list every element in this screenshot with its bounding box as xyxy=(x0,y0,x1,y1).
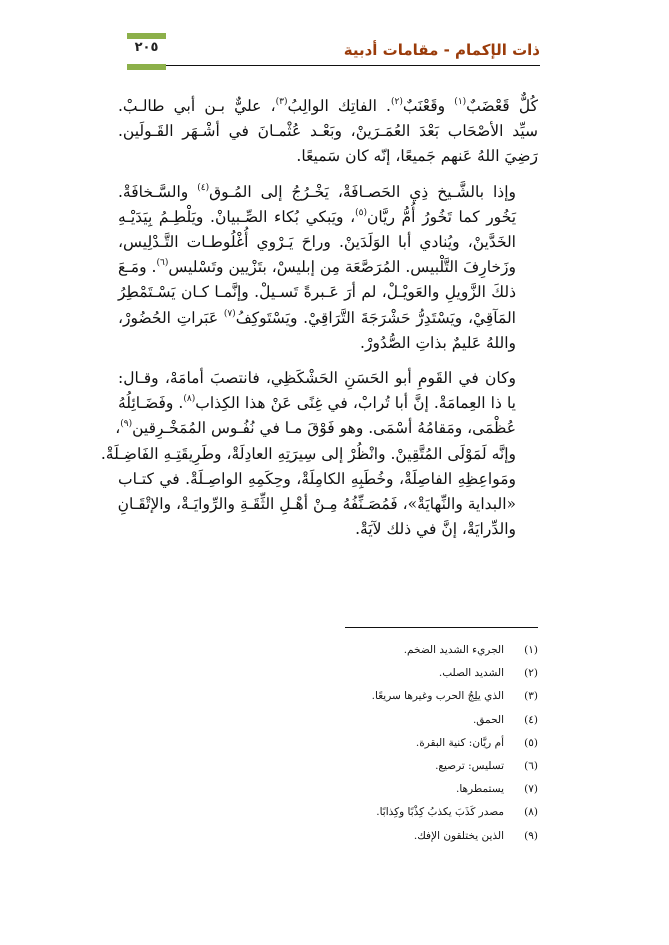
text-run: سيِّد الأصْحَاب بَعْدَ العُمَـرَينْ، وبَعْـد عُثْمـانَ في أشْـهَر القَـولَين. xyxy=(118,122,538,141)
footnote-text: الشديد الصلب. xyxy=(438,667,504,680)
footnote-number: (٥) xyxy=(524,736,538,749)
text-run: . ومَـعَ xyxy=(118,258,157,277)
text-run: يَخُور كما تَخُورُ أُمُّ ريَّان xyxy=(367,207,517,226)
text-run: كُلٌّ قَعْضَبٌ xyxy=(466,97,538,115)
text-run: يا ذا العِمامَةْ. إنَّ أبا تُرابْ، في غِنًى عَنْ هذا الكِذاب xyxy=(195,394,516,413)
text-run: . وفَضَـائِلُهُ xyxy=(118,394,184,413)
paragraph xyxy=(118,94,538,170)
footnote-text: الذي يلِجُ الحرب وغيرها سريعًا. xyxy=(371,690,504,703)
text-line xyxy=(100,442,538,467)
footnote-text: مصدر كَذَبَ يكذبُ كِذْبًا وكِذابًا. xyxy=(376,806,504,819)
text-line xyxy=(118,306,538,331)
text-run: الخَدَّينْ، ويُنادي أبا الوَلَدَينْ. وراحَ يَـرْوي أُغْلُوطـات التَّـدْلِيس، xyxy=(118,233,516,252)
running-title: ذات الإكمام - مقامات أدبية xyxy=(343,41,540,59)
text-line xyxy=(118,94,538,119)
footnote-marker[interactable]: (٩) xyxy=(120,419,133,430)
footnote-text: أم ريَّان: كنية البقرة. xyxy=(415,736,504,749)
text-run: رَضِيَ اللهُ عَنهم جَميعًا، إنّه كان سَميعًا. xyxy=(296,147,538,166)
footnote-marker[interactable]: (٥) xyxy=(355,207,368,218)
text-line xyxy=(118,205,538,230)
footnote-separator xyxy=(345,627,538,628)
text-run: «البداية والنِّهايَةْ»، فَمُصَـنِّفُهُ مِـنْ أهْـلِ الثِّقَـةِ والرِّوايَـةْ، والإتْقَـانِ xyxy=(117,495,516,514)
text-run: . الفاتِك الوالِبُ xyxy=(287,97,391,115)
text-line xyxy=(118,180,538,205)
text-run: وزَخارِفَ التَّلْبيس. المُرَصَّعَة مِن إبليسْ، بتَزْيين وتَسْليس xyxy=(168,258,516,277)
text-line xyxy=(118,255,538,280)
header-accent-bar-top xyxy=(127,33,166,39)
text-line xyxy=(118,144,538,169)
text-run: ، ويَبكي بُكاء الصِّـبيانْ. ويَلْطِـمُ بِيَدَيْـهِ xyxy=(118,207,356,226)
text-line xyxy=(118,119,538,144)
text-line xyxy=(118,492,538,517)
text-line xyxy=(118,467,538,492)
footnote-item xyxy=(298,778,538,801)
footnote-text: تسليس: ترصيع. xyxy=(435,760,504,773)
header-accent-bar-bottom xyxy=(127,64,166,70)
text-run: المَآقِيْ، ويَسْتَدِرُّ حَشْرَجَةَ التَّرَاقِيْ. ويَسْتَوكِفُ xyxy=(235,308,516,327)
text-run: وإنَّه لَمَوْلَى المُتَّقِينْ. وانْظُرْ إلى سِيرَتِهِ العادِلَةْ، وطَرِيقَتِـهِ الفَاضِـلَةْ. xyxy=(100,444,516,463)
footnote-number: (٨) xyxy=(524,806,538,819)
paragraph xyxy=(118,180,538,356)
text-run: والدِّرايَةْ، إنَّ في ذلك لآيَةْ. xyxy=(355,520,516,539)
footnote-marker[interactable]: (٢) xyxy=(390,97,403,107)
footnote-number: (٢) xyxy=(524,667,538,680)
paragraph xyxy=(100,366,538,542)
footnote-item xyxy=(298,639,538,662)
text-run: ومَواعِظِهِ الفاصِلَةْ، وخُطَبِهِ الكامِلَةْ، وحِكَمِهِ الواصِـلَةْ. في كتـاب xyxy=(118,469,516,488)
footnote-marker[interactable]: (٣) xyxy=(275,97,288,107)
text-line xyxy=(115,416,538,441)
text-line xyxy=(118,391,538,416)
footnote-number: (٣) xyxy=(524,690,538,703)
page-number: ٢٠٥ xyxy=(134,40,159,55)
footnote-marker[interactable]: (٧) xyxy=(223,308,236,319)
text-line xyxy=(118,517,538,542)
text-run: وقَعْنَبٌ xyxy=(402,97,455,115)
footnote-item xyxy=(298,709,538,732)
text-run: ذلكَ الزَّويلِ والعَويْـلْ، لم أرَ عَـبرةً تَسـيلْ. وإنَّمـا كـان يَسْـتَمْطِرُ xyxy=(118,283,516,302)
text-line xyxy=(118,230,538,255)
footnote-number: (٤) xyxy=(524,713,538,726)
footnote-text: الجريء الشديد الضخم. xyxy=(403,644,504,656)
text-run: عَبَراتِ الحُضُورْ، xyxy=(118,308,224,327)
footnote-marker[interactable]: (٦) xyxy=(156,258,169,269)
header-rule xyxy=(166,65,540,66)
text-line xyxy=(118,366,538,391)
text-run: وإذا بالشَّـيخ ذِي الحَصـافَةْ، يَخْـرُجُ إلى المُـوق xyxy=(209,182,516,201)
text-run: عُظْمَى، ومَقامُهُ أسْمَى. وهو فَوْقَ مـا في نُفُـوس المُمَخْـرِقين xyxy=(132,419,516,438)
footnote-number: (١) xyxy=(524,644,538,656)
text-run: ، عليٌّ بـن أبي طالـبْ. xyxy=(118,97,276,115)
footnote-item xyxy=(298,801,538,824)
footnote-number: (٩) xyxy=(524,829,538,842)
footnote-text: الذين يختلقون الإفك. xyxy=(413,829,504,842)
footnote-number: (٦) xyxy=(524,760,538,773)
text-run: ، xyxy=(115,419,121,438)
footnote-marker[interactable]: (٤) xyxy=(197,182,210,193)
text-run: واللهُ عَليمٌ بذاتِ الصُّدُورْ. xyxy=(360,333,516,352)
text-run: وكان في القَومِ أبو الحَسَنِ الحَشْكَظِي، فانتصبَ أمامَهْ، وقـال: xyxy=(118,369,516,388)
footnote-item xyxy=(298,662,538,685)
text-line xyxy=(118,280,538,305)
text-run: والسَّـخافَةْ. xyxy=(118,182,198,201)
footnote-item xyxy=(298,825,538,848)
footnote-marker[interactable]: (٨) xyxy=(183,394,196,405)
footnote-marker[interactable]: (١) xyxy=(454,97,467,107)
footnote-item xyxy=(298,685,538,708)
footnote-item xyxy=(298,732,538,755)
footnotes xyxy=(298,639,538,848)
footnote-item xyxy=(298,755,538,778)
footnote-text: الحمق. xyxy=(472,713,504,726)
footnote-number: (٧) xyxy=(524,783,538,796)
footnote-text: يستمطرها. xyxy=(455,783,504,796)
body-text xyxy=(100,94,538,552)
text-line xyxy=(118,331,538,356)
